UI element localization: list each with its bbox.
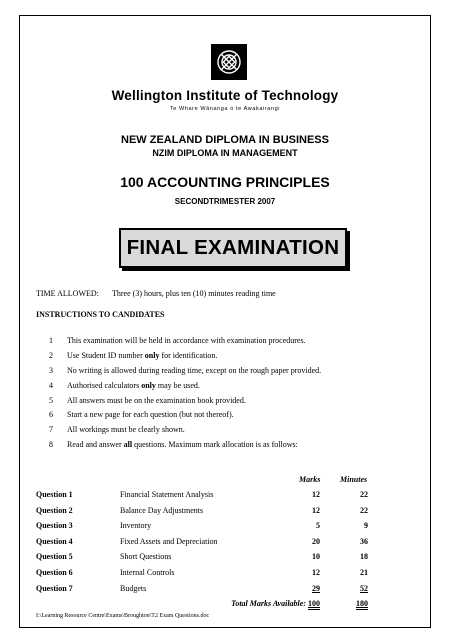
instruction-number: 7 — [49, 425, 53, 435]
question-marks: 29 — [312, 583, 320, 593]
table-row — [36, 584, 426, 600]
instruction-text: No writing is allowed during reading time, except on the rough paper provided. — [67, 365, 322, 375]
minutes-column-header: Minutes — [340, 475, 368, 484]
diploma-title: NEW ZEALAND DIPLOMA IN BUSINESS — [121, 134, 329, 146]
instruction-text: Authorised calculators only may be used. — [67, 380, 200, 390]
instruction-text: Start a new page for each question (but not thereof). — [67, 410, 234, 420]
question-marks: 12 — [312, 490, 320, 499]
question-minutes: 36 — [360, 536, 368, 546]
footer-file-path: I:\Learning Resource Centre\Exams\Broughton\T2 Exam Questions.doc — [36, 613, 210, 619]
question-marks: 12 — [312, 505, 320, 515]
question-topic: Internal Controls — [120, 567, 175, 577]
table-row — [36, 506, 426, 522]
question-minutes: 52 — [360, 583, 368, 593]
instruction-item — [36, 410, 426, 425]
time-allowed-label: TIME ALLOWED: — [36, 289, 99, 298]
instruction-number: 3 — [49, 365, 53, 375]
diploma-subtitle: NZIM DIPLOMA IN MANAGEMENT — [152, 148, 298, 158]
question-label: Question 6 — [36, 567, 73, 577]
question-topic: Fixed Assets and Depreciation — [120, 536, 218, 546]
instruction-text: All workings must be clearly shown. — [67, 425, 185, 435]
instructions-heading: INSTRUCTIONS TO CANDIDATES — [36, 310, 165, 319]
question-label: Question 7 — [36, 583, 73, 593]
time-allowed-value: Three (3) hours, plus ten (10) minutes reading time — [112, 289, 276, 298]
instruction-text: This examination will be held in accordance with examination procedures. — [67, 336, 306, 345]
instruction-number: 4 — [49, 380, 53, 390]
question-minutes: 21 — [360, 567, 368, 577]
time-allowed — [36, 289, 276, 298]
table-row — [36, 552, 426, 568]
marks-table — [36, 490, 426, 614]
question-minutes: 9 — [364, 521, 368, 531]
term-label: SECONDTRIMESTER 2007 — [174, 197, 276, 206]
wellington-institute-emblem-icon — [211, 44, 247, 80]
question-topic: Budgets — [120, 583, 147, 593]
exam-cover-page — [19, 15, 431, 628]
question-minutes: 18 — [360, 552, 368, 562]
marks-column-header: Marks — [299, 475, 321, 484]
question-marks: 12 — [312, 567, 320, 577]
exam-title: FINAL EXAMINATION — [126, 236, 340, 259]
institution-subtitle: Te Whare Wānanga o te Awakairangi — [169, 106, 281, 112]
question-topic: Financial Statement Analysis — [120, 490, 214, 499]
question-label: Question 4 — [36, 536, 73, 546]
instruction-item — [36, 425, 426, 440]
instructions-list — [36, 336, 426, 455]
instruction-text: Read and answer all questions. Maximum mark allocation is as follows: — [67, 440, 298, 450]
instruction-item — [36, 366, 426, 381]
instruction-item — [36, 440, 426, 455]
question-minutes: 22 — [360, 490, 368, 499]
instruction-number: 6 — [49, 410, 53, 420]
table-row — [36, 490, 426, 506]
table-row — [36, 568, 426, 584]
question-marks: 10 — [312, 552, 320, 562]
question-topic: Short Questions — [120, 552, 172, 562]
question-topic: Balance Day Adjustments — [120, 505, 204, 515]
instruction-number: 1 — [49, 336, 53, 345]
total-row — [36, 599, 426, 614]
total-label: Total Marks Available: — [231, 599, 306, 609]
question-label: Question 5 — [36, 552, 73, 562]
exam-title-box — [119, 228, 347, 268]
question-marks: 20 — [312, 536, 320, 546]
question-label: Question 1 — [36, 490, 73, 499]
question-marks: 5 — [316, 521, 320, 531]
institution-name: Wellington Institute of Technology — [111, 88, 339, 103]
paper-title: 100 ACCOUNTING PRINCIPLES — [120, 174, 330, 190]
instruction-item — [36, 396, 426, 411]
question-minutes: 22 — [360, 505, 368, 515]
total-marks: 100 — [308, 599, 320, 609]
table-row — [36, 521, 426, 537]
question-label: Question 2 — [36, 505, 73, 515]
question-label: Question 3 — [36, 521, 73, 531]
instruction-number: 8 — [49, 440, 53, 450]
instruction-text: All answers must be on the examination book provided. — [67, 395, 246, 405]
instruction-item — [36, 381, 426, 396]
instruction-number: 5 — [49, 395, 53, 405]
instruction-number: 2 — [49, 350, 53, 360]
instruction-text: Use Student ID number only for identification. — [67, 350, 218, 360]
total-minutes: 180 — [356, 599, 368, 609]
question-topic: Inventory — [120, 521, 152, 531]
instruction-item — [36, 351, 426, 366]
instruction-item — [36, 336, 426, 351]
table-row — [36, 537, 426, 553]
